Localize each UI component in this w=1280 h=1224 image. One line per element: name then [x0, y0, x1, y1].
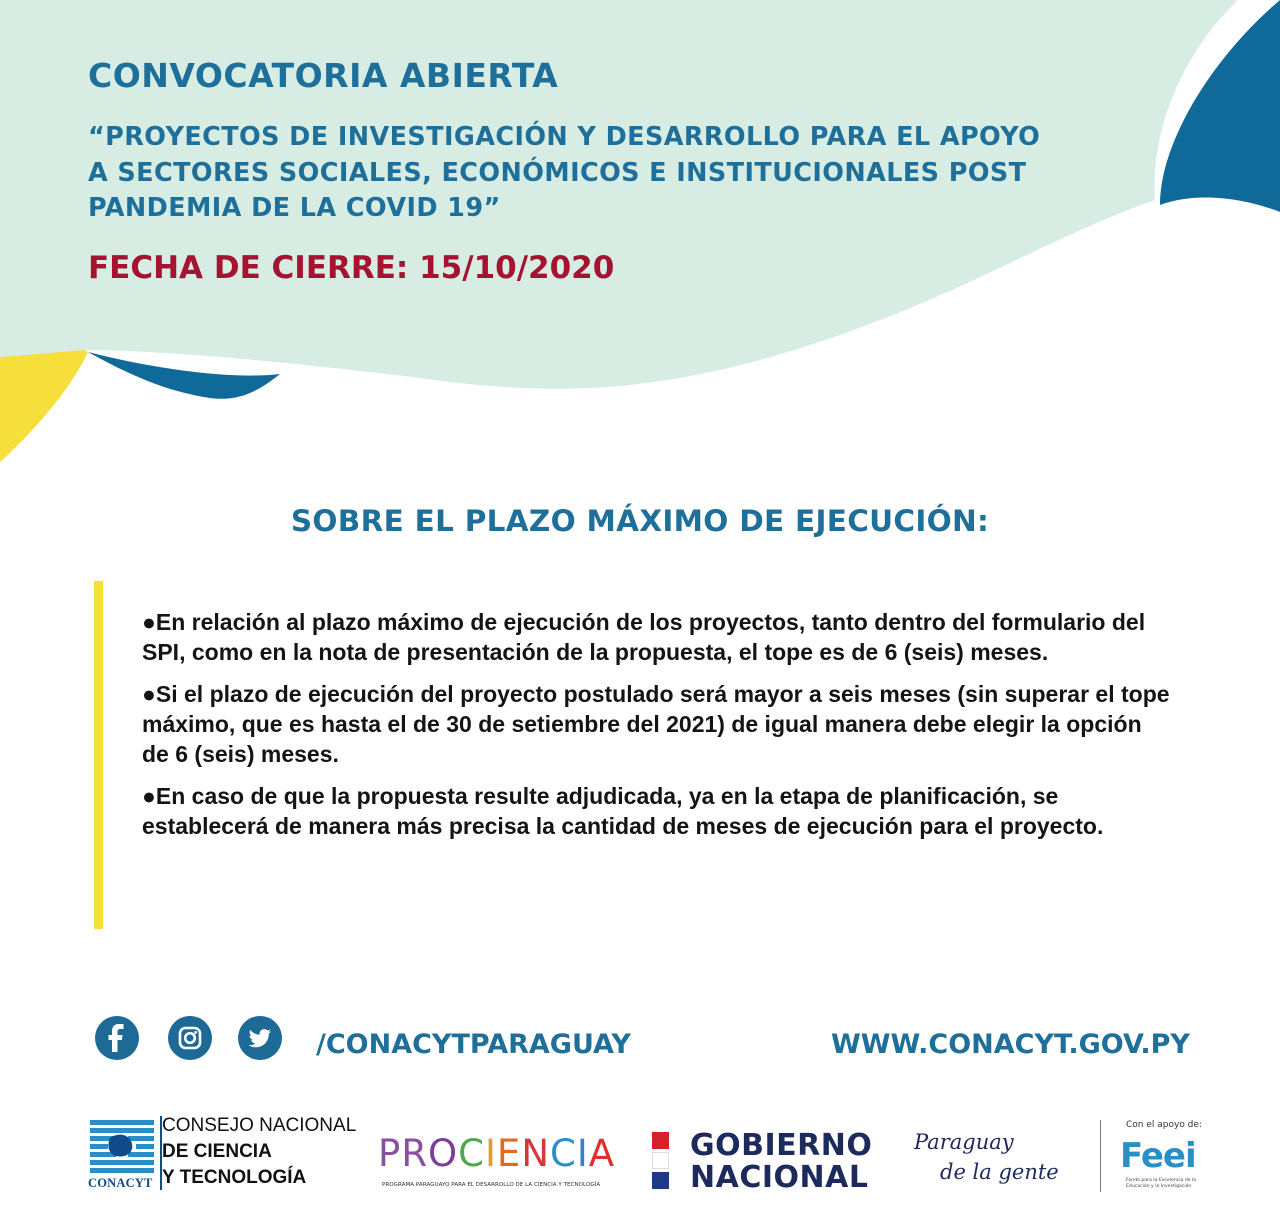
flag-blue-square-icon	[652, 1172, 669, 1189]
logo-letter: C	[458, 1132, 485, 1175]
prociencia-wordmark	[378, 1132, 615, 1175]
logo-letter: O	[428, 1132, 459, 1175]
conacyt-name-line: DE CIENCIA	[162, 1141, 272, 1162]
website-link[interactable]: WWW.CONACYT.GOV.PY	[830, 1029, 1190, 1060]
conacyt-name-line: Y TECNOLOGÍA	[162, 1167, 307, 1188]
conacyt-emblem-icon	[88, 1118, 156, 1176]
page-title: CONVOCATORIA ABIERTA	[88, 56, 559, 95]
gobierno-line: GOBIERNO	[690, 1128, 873, 1163]
flag-white-square-icon	[652, 1152, 669, 1169]
gobierno-nacional-logo	[652, 1128, 877, 1194]
deadline-text: FECHA DE CIERRE: 15/10/2020	[88, 250, 615, 286]
paraguay-line: de la gente	[940, 1160, 1059, 1184]
logo-letter: I	[485, 1132, 497, 1175]
feei-logo	[1120, 1120, 1204, 1200]
instagram-icon[interactable]	[168, 1016, 212, 1060]
flag-red-square-icon	[652, 1132, 669, 1149]
conacyt-logo	[88, 1114, 358, 1194]
logo-divider	[1100, 1120, 1101, 1192]
social-icons	[95, 1016, 285, 1062]
conacyt-abbreviation: CONACYT	[88, 1176, 153, 1190]
call-subtitle: “PROYECTOS DE INVESTIGACIÓN Y DESARROLLO PARA EL APOYO A SECTORES SOCIALES, ECONÓMICOS E INSTITUCIONALES POST PANDEMIA DE LA COVID 19”	[88, 122, 1041, 223]
prociencia-tagline: PROGRAMA PARAGUAYO PARA EL DESARROLLO DE LA CIENCIA Y TECNOLOGÍA	[382, 1182, 601, 1188]
facebook-icon[interactable]	[95, 1016, 139, 1060]
bullet-item: ●En relación al plazo máximo de ejecución de los proyectos, tanto dentro del formulario del SPI, como en la nota de presentación de la propuesta, el tope es de 6 (seis) meses.	[142, 609, 1146, 665]
bullet-item: ●Si el plazo de ejecución del proyecto postulado será mayor a seis meses (sin superar el tope máximo, que es hasta el de 30 de setiembre del 2021) de igual manera debe elegir la opción de 6 (seis) meses.	[142, 681, 1170, 767]
paraguay-de-la-gente-logo	[910, 1130, 1059, 1198]
gobierno-line: NACIONAL	[690, 1160, 869, 1195]
logo-letter: R	[401, 1132, 429, 1175]
conacyt-name-line: CONSEJO NACIONAL	[162, 1115, 357, 1136]
logo-letter: N	[521, 1132, 550, 1175]
logo-letter: P	[378, 1132, 402, 1175]
section-heading: SOBRE EL PLAZO MÁXIMO DE EJECUCIÓN:	[290, 504, 990, 538]
accent-bar	[94, 581, 103, 929]
logo-letter: A	[588, 1132, 616, 1175]
logo-letter: I	[576, 1132, 589, 1175]
prociencia-logo	[378, 1132, 618, 1194]
paraguay-line: Paraguay	[914, 1130, 1014, 1154]
logo-letter: E	[496, 1132, 522, 1175]
social-handle[interactable]: /CONACYTPARAGUAY	[316, 1029, 631, 1060]
bullet-list	[142, 607, 1172, 853]
feei-tagline: Fondo para la Excelencia de la Educación y la Investigación	[1126, 1178, 1197, 1189]
feei-wordmark: Feei	[1120, 1136, 1196, 1176]
bullet-item: ●En caso de que la propuesta resulte adjudicada, ya en la etapa de planificación, se establecerá de manera más precisa la cantidad de meses de ejecución para el proyecto.	[142, 783, 1104, 839]
twitter-icon[interactable]	[238, 1016, 282, 1060]
feei-support-label: Con el apoyo de:	[1126, 1120, 1202, 1130]
logo-letter: C	[550, 1132, 577, 1175]
